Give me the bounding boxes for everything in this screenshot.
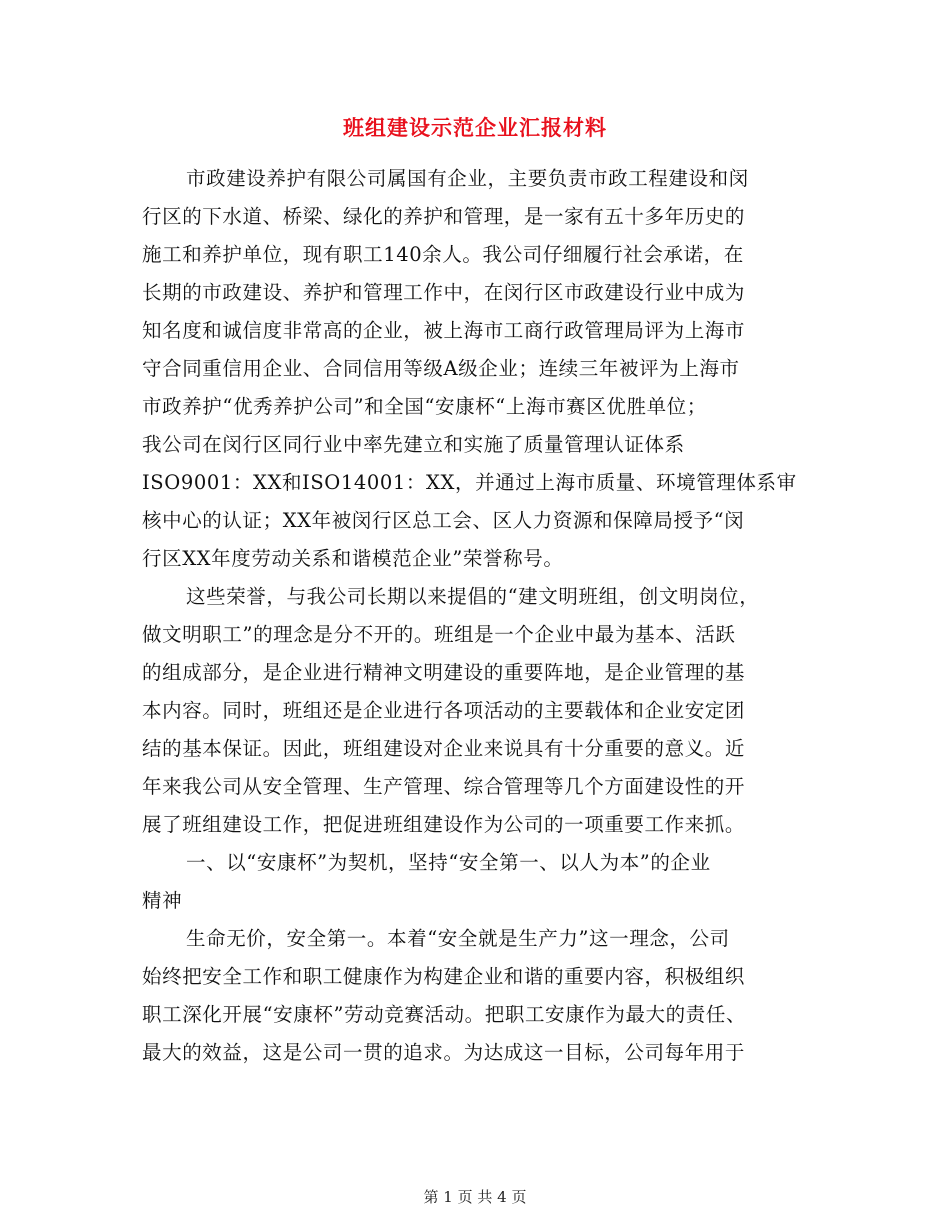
text-line: 市政建设养护有限公司属国有企业，主要负责市政工程建设和闵 (186, 167, 749, 190)
text-line: 始终把安全工作和职工健康作为构建企业和谐的重要内容，积极组织 (142, 965, 746, 988)
text-line: ISO9001：XX和ISO14001：XX，并通过上海市质量、环境管理体系审 (142, 471, 797, 494)
document-title: 班组建设示范企业汇报材料 (343, 115, 607, 140)
text-line: 本内容。同时，班组还是企业进行各项活动的主要载体和企业安定团 (142, 699, 746, 722)
text-line: 知名度和诚信度非常高的企业，被上海市工商行政管理局评为上海市 (142, 319, 746, 342)
text-line: 我公司在闵行区同行业中率先建立和实施了质量管理认证体系 (142, 433, 685, 456)
text-line: 年来我公司从安全管理、生产管理、综合管理等几个方面建设性的开 (142, 775, 746, 798)
text-line: 生命无价，安全第一。本着“安全就是生产力”这一理念，公司 (186, 927, 730, 950)
text-line: 展了班组建设工作，把促进班组建设作为公司的一项重要工作来抓。 (142, 813, 746, 836)
text-line: 最大的效益，这是公司一贯的追求。为达成这一目标，公司每年用于 (142, 1041, 746, 1064)
text-line: 核中心的认证；XX年被闵行区总工会、区人力资源和保障局授予“闵 (142, 509, 745, 532)
text-line: 职工深化开展“安康杯”劳动竞赛活动。把职工安康作为最大的责任、 (142, 1003, 747, 1026)
text-line: 做文明职工”的理念是分不开的。班组是一个企业中最为基本、活跃 (142, 623, 736, 646)
text-line: 长期的市政建设、养护和管理工作中，在闵行区市政建设行业中成为 (142, 281, 746, 304)
text-line: 行区XX年度劳动关系和谐模范企业”荣誉称号。 (142, 547, 564, 570)
text-line: 结的基本保证。因此，班组建设对企业来说具有十分重要的意义。近 (142, 737, 746, 760)
text-line: 守合同重信用企业、合同信用等级A级企业；连续三年被评为上海市 (142, 357, 740, 380)
section-heading-line: 一、以“安康杯”为契机，坚持“安全第一、以人为本”的企业 (186, 851, 711, 874)
section-heading-line: 精神 (142, 889, 183, 912)
text-line: 市政养护“优秀养护公司”和全国“安康杯“上海市赛区优胜单位； (142, 395, 707, 418)
text-line: 行区的下水道、桥梁、绿化的养护和管理，是一家有五十多年历史的 (142, 205, 746, 228)
page-number-footer: 第 1 页 共 4 页 (423, 1188, 527, 1206)
text-line: 这些荣誉，与我公司长期以来提倡的“建文明班组，创文明岗位， (186, 585, 760, 608)
text-line: 的组成部分，是企业进行精神文明建设的重要阵地，是企业管理的基 (142, 661, 746, 684)
text-line: 施工和养护单位，现有职工140余人。我公司仔细履行社会承诺，在 (142, 243, 744, 266)
